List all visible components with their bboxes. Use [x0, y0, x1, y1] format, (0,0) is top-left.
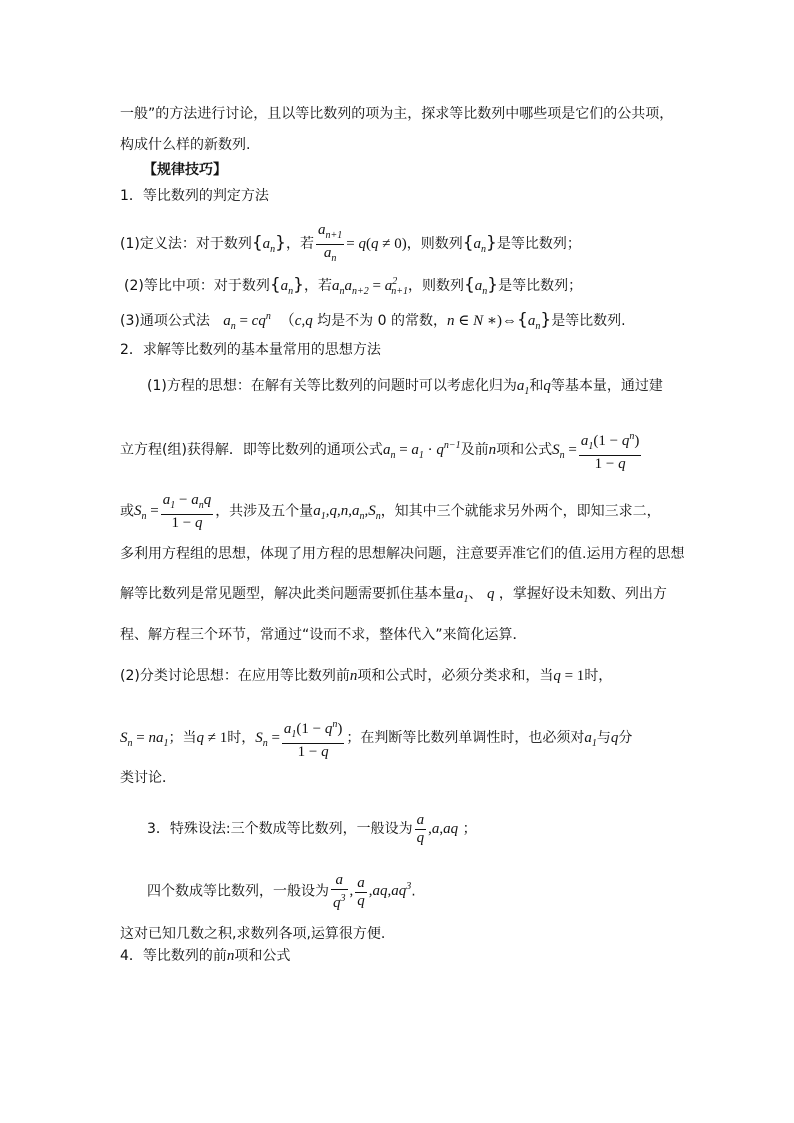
formula-sum-alt: $S_n$ = $\frac{a_1 - a_nq}{1 - q}$: [134, 492, 212, 531]
formula-five-quantities: $a_1,q,n,a_n,S_n$: [313, 503, 381, 523]
formula-sum-q1: $S_n = na_1$: [120, 729, 169, 749]
paragraph-line: (1)方程的思想：在解有关等比数列的问题时可以考虑化归为$a_1$和q等基本量，通过建: [147, 378, 663, 397]
formula-an-set: $\{a_n\}$: [269, 275, 304, 297]
paragraph-line: 或$S_n$ = $\frac{a_1 - a_nq}{1 - q}$ ，共涉及五个量$a_1,q,n,a_n,S_n$，知其中三个就能求另外两个，即知三求二，: [120, 492, 661, 531]
paragraph-line: 解等比数列是常见题型，解决此类问题需要抓住基本量$a_1$、 q ，掌握好设未知数、列出方: [120, 586, 667, 605]
section-title: 4．等比数列的前n项和公式: [120, 948, 291, 964]
formula-a1: $a_1$: [584, 729, 597, 749]
paragraph-line: $S_n = na_1$；当q ≠ 1时，$S_n$ = $\frac{a_1(1 - q^n)}{1 - q}$ ；在判断等比数列单调性时，也必须对$a_1$与q分: [120, 716, 632, 761]
formula-q-equals-1: q = 1: [553, 668, 585, 684]
general-term-line: (3)通项公式法 $a_n = cq^n$ （c,q 均是不为 0 的常数，n ∈ N $∗)\Leftrightarrow\{a_n\}$是等比数列.: [120, 310, 626, 332]
section-heading: 【规律技巧】: [143, 162, 227, 178]
formula-q-not-1: q ≠ 1: [196, 729, 228, 746]
formula-an-set: $\{a_n\}$: [251, 232, 286, 255]
paragraph-line: (2)分类讨论思想：在应用等比数列前n项和公式时，必须分类求和，当q = 1时，: [120, 668, 613, 684]
special-setting-line: 3．特殊设法:三个数成等比数列，一般设为 $\frac{a}{q}$ ,a,aq ；: [147, 812, 477, 846]
paragraph-line: 程、解方程三个环节，常通过“设而不求，整体代入”来简化运算．: [120, 627, 527, 643]
formula-q: q: [486, 586, 495, 602]
formula-sum: $S_n$ = $\frac{a_1(1 - q^n)}{1 - q}$: [255, 730, 346, 746]
paragraph-line: 这对已知几数之积,求数列各项,运算很方便.: [120, 926, 386, 942]
formula-n: n: [349, 668, 358, 684]
formula-n: n: [226, 948, 235, 964]
formula-mean: $a_na_{n+2} = a^2_{n+1}$: [332, 276, 408, 297]
special-setting-line: 四个数成等比数列，一般设为 $\frac{a}{q^3}$ , $\frac{a}{q}$ $,aq,aq^3$.: [147, 872, 416, 911]
section-title: 2．求解等比数列的基本量常用的思想方法: [120, 342, 381, 358]
formula-q: q: [543, 378, 551, 394]
section-title: 1．等比数列的判定方法: [120, 188, 269, 204]
formula-three-terms: $\frac{a}{q}$ ,a,aq: [416, 812, 459, 846]
paragraph-line: 立方程(组)获得解．即等比数列的通项公式$a_n = a_1 \cdot q^{n-1}$及前n项和公式$S_n$ = $\frac{a_1(1 - q^n)}{1 - q}$: [120, 428, 643, 473]
formula-general-term: $a_n = a_1 \cdot q^{n-1}$: [382, 439, 461, 461]
formula-ratio: $\frac{a_{n+1}}{a_n}$ = q(q ≠ 0): [318, 222, 407, 264]
formula-q: q: [610, 729, 619, 746]
formula-a1: $a_1$: [456, 586, 469, 605]
paragraph-line: 构成什么样的新数列.: [120, 137, 251, 153]
formula-sum: $S_n$ = $\frac{a_1(1 - q^n)}{1 - q}$: [552, 442, 643, 458]
geometric-mean-line: (2)等比中项：对于数列$\{a_n\}$，若$a_na_{n+2} = a^2_{n+1}$，则数列$\{a_n\}$是等比数列；: [124, 275, 583, 297]
paragraph-line: 一般”的方法进行讨论，且以等比数列的项为主，探求等比数列中哪些项是它们的公共项，: [120, 106, 674, 122]
formula-general-term: $a_n = cq^n$: [223, 311, 271, 332]
formula-n-natural: n ∈ N $∗)\Leftrightarrow\{a_n\}$: [446, 310, 552, 332]
formula-n: n: [488, 441, 497, 458]
paragraph-line: 类讨论．: [120, 770, 176, 786]
formula-four-terms: $\frac{a}{q^3}$ , $\frac{a}{q}$ $,aq,aq^3$: [333, 872, 412, 911]
formula-an-set: $\{a_n\}$: [463, 275, 499, 297]
paragraph-line: 多利用方程组的思想，体现了用方程的思想解决问题，注意要弄准它们的值.运用方程的思想: [120, 546, 685, 562]
formula-a1: $a_1$: [516, 378, 530, 397]
definition-method-line: (1)定义法：对于数列$\{a_n\}$，若 $\frac{a_{n+1}}{a_n}$ = q(q ≠ 0)，则数列$\{a_n\}$是等比数列；: [120, 222, 581, 264]
formula-an-set: $\{a_n\}$: [462, 232, 497, 255]
